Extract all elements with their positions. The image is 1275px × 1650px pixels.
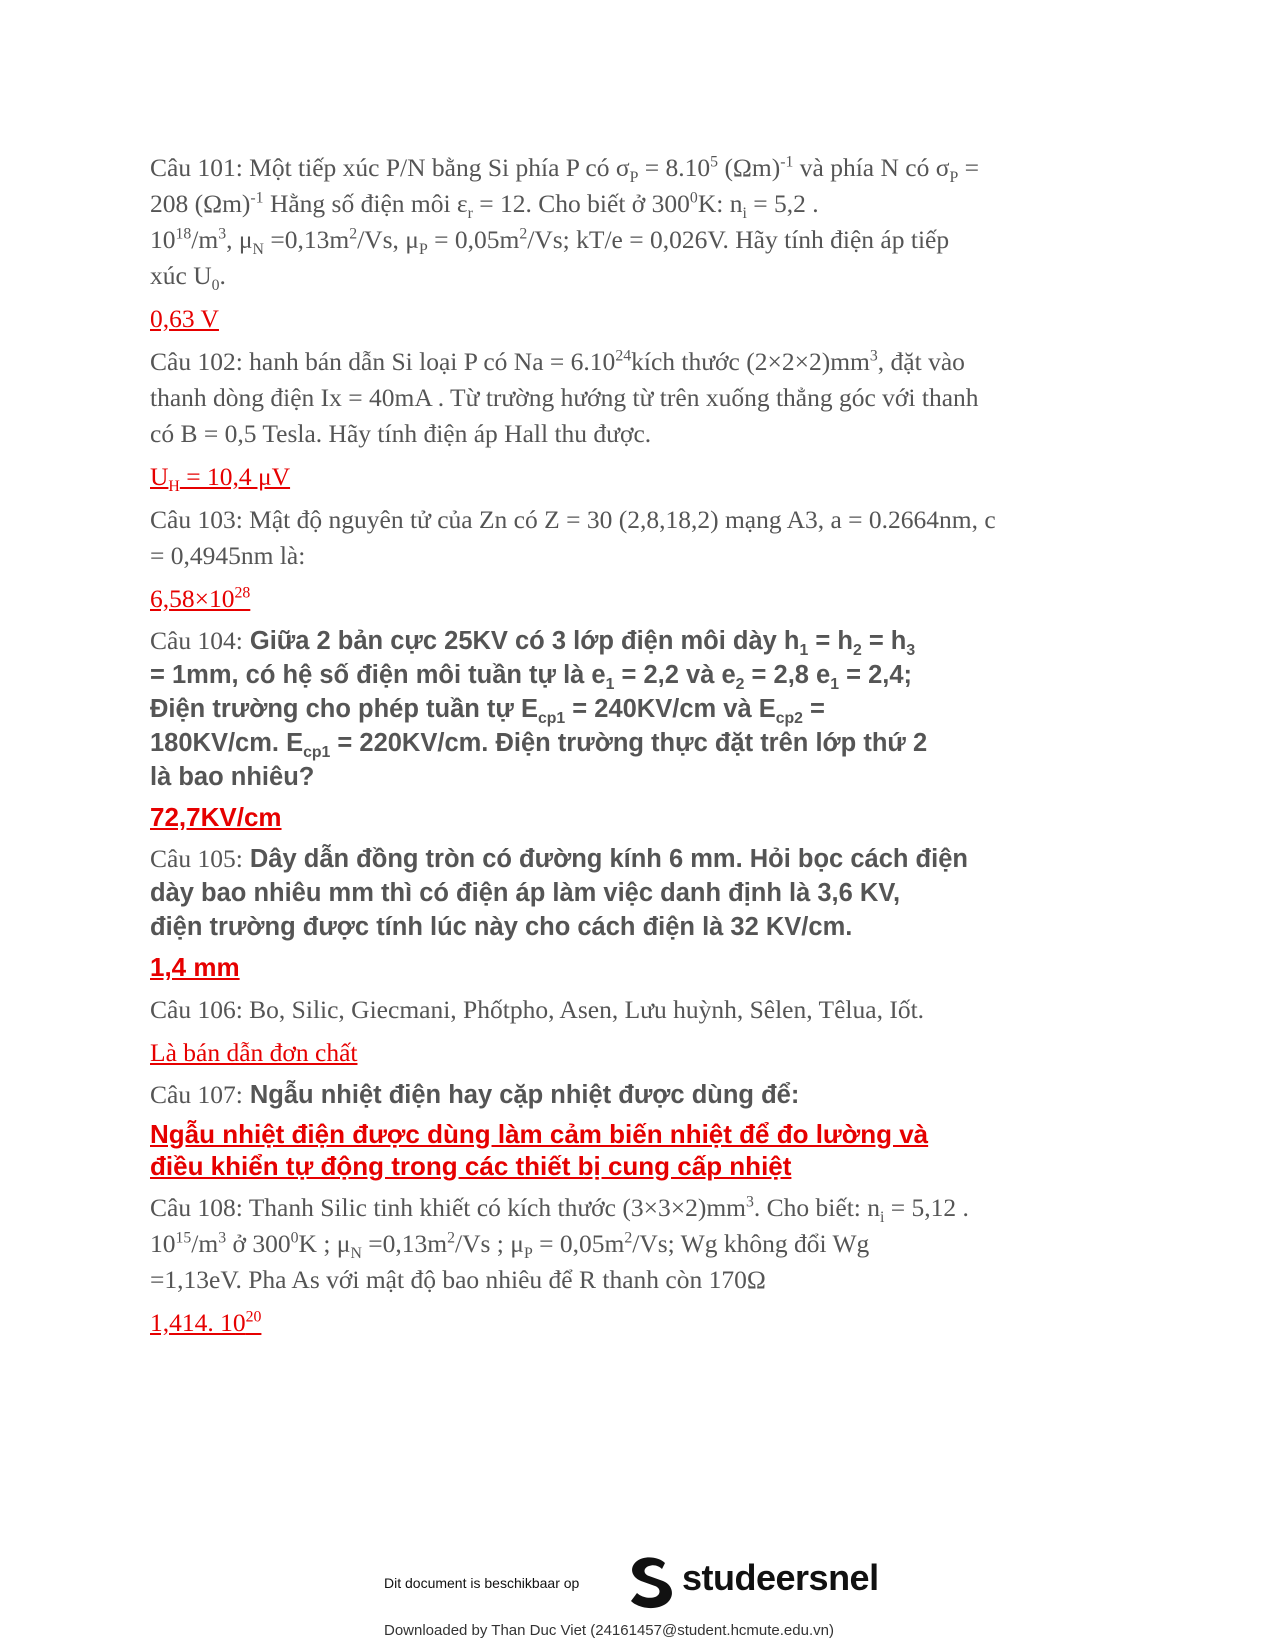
question-105: Câu 105: Dây dẫn đồng tròn có đường kính 6 mm. Hỏi bọc cách điện dày bao nhiêu mm thì có điện áp làm việc danh định là 3,6 KV, điện trường được tính lúc này cho cách điện là 32 KV/cm. bbox=[150, 844, 968, 941]
answer-103: $6,58\times 10^{28}$ bbox=[150, 584, 251, 613]
studeersnel-logo-icon[interactable] bbox=[625, 1555, 675, 1609]
answer-102: $U_H = 10,4$ μV bbox=[150, 462, 291, 496]
question-103: Câu 103: Mật độ nguyên tử của Zn có Z = 30 (2,8,18,2) mạng A3, a = 0.2664nm, c = 0,4945nm là: bbox=[150, 505, 996, 570]
answer-108: 1,414. $10^{20}$ bbox=[150, 1308, 262, 1337]
answer-105: 1,4 mm bbox=[150, 952, 240, 982]
question-108: Câu 108: Thanh Silic tinh khiết có kích thước $(3\times 3\times 2)mm^3$. Cho biết: $n_i = 5,12$ . $10^{15}/m^3$ ở $300^0K$ ; $\mu_N =0,13m^2/Vs$ ; $\mu_P = 0,05m^2/Vs$; Wg không đổi Wg =1,13eV. Pha As với mật độ bao nhiêu để R thanh còn 170Ω bbox=[150, 1193, 969, 1294]
question-102: Câu 102: hanh bán dẫn Si loại P có $Na = 6.10^{24}kích$ thước $(2\times 2\times 2)mm^3$, đặt vào thanh dòng điện Ix = 40mA . Từ trường hướng từ trên xuống thẳng góc với thanh có B = 0,5 Tesla. Hãy tính điện áp Hall thu được. bbox=[150, 347, 979, 448]
availability-note: Dit document is beschikbaar op bbox=[384, 1575, 580, 1591]
question-104: Câu 104: Giữa 2 bản cực 25KV có 3 lớp điện môi dày $h_1 = h_2 = h_3$ = 1mm, có hệ số điện môi tuần tự là $e_1 = 2,2$ và $e_2 = 2,8$ $e_1 = 2,4$; Điện trường cho phép tuần tự $E_{cp1} = 240KV/cm$ và $E_{cp2}$ = 180KV/cm. $E_{cp1} = 220KV/cm$. Điện trường thực đặt trên lớp thứ 2 là bao nhiêu? bbox=[150, 626, 928, 791]
answer-106: Là bán dẫn đơn chất bbox=[150, 1038, 358, 1067]
question-101: Câu 101: Một tiếp xúc P/N bằng Si phía P có $\sigma_P = 8.10^5$ $(\Omega m)^{-1}$ và phía N có $\sigma_P$ = 208 $(\Omega m)^{-1}$ Hằng số điện môi $\varepsilon_r = 12$. Cho biết ở $300^0K$: $n_i = 5,2$ . $10^{18}/m^3$, $\mu_N =0,13m^2/Vs$, $\mu_P = 0,05m^2/Vs$; kT/e = 0,026V. Hãy tính điện áp tiếp xúc $U_0$. bbox=[150, 153, 980, 295]
answer-107: Ngẫu nhiệt điện được dùng làm cảm biến nhiệt để đo lường và điều khiển tự động trong các thiết bị cung cấp nhiệt bbox=[150, 1119, 929, 1181]
download-note: Downloaded by Than Duc Viet (24161457@student.hcmute.edu.vn) bbox=[384, 1622, 834, 1639]
studeersnel-logo-text[interactable]: studeersnel bbox=[682, 1557, 879, 1598]
document-content bbox=[150, 150, 1130, 1348]
question-107: Câu 107: Ngẫu nhiệt điện hay cặp nhiệt được dùng để: bbox=[150, 1080, 800, 1109]
question-106: Câu 106: Bo, Silic, Giecmani, Phốtpho, Asen, Lưu huỳnh, Sêlen, Têlua, Iốt. bbox=[150, 995, 925, 1024]
answer-101: 0,63 V bbox=[150, 304, 219, 333]
answer-104: 72,7KV/cm bbox=[150, 802, 282, 832]
